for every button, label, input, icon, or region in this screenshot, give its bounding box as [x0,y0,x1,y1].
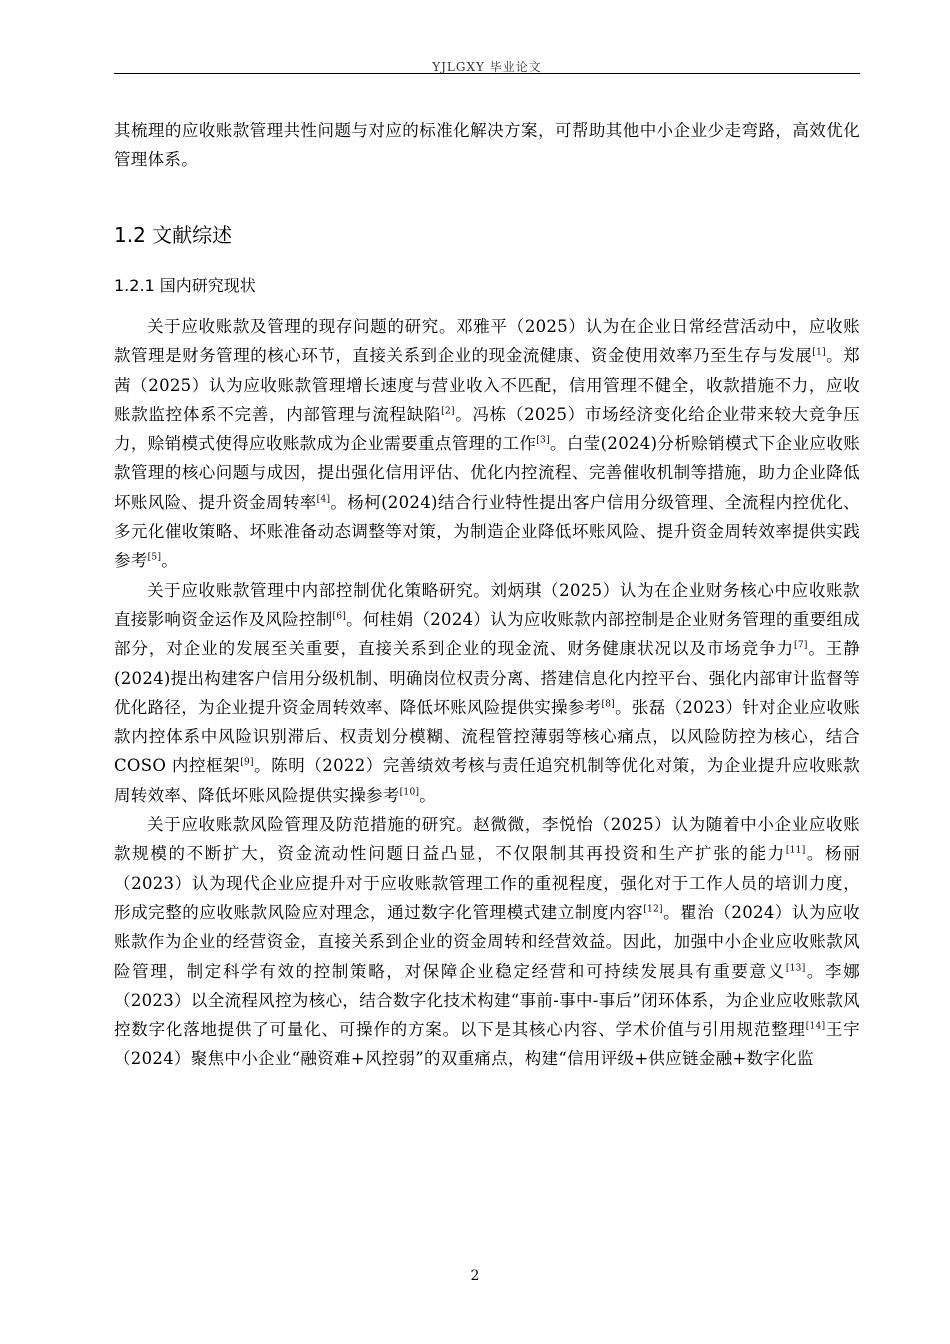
citation-ref: [2] [441,406,455,417]
paragraph-text: 关于应收账款及管理的现存问题的研究。邓雅平（2025）认为在企业日常经营活动中，应收账款管理是财务管理的核心环节，直接关系到企业的现金流健康、资金使用效率乃至生存与发展 [114,317,860,366]
citation-ref: [14] [805,1021,826,1032]
paragraph-text: 。 [419,785,437,805]
paragraph-text: 。瞿治（2024）认为应收账款作为企业的经营资金，直接关系到企业的资金周转和经营效益。因此，加强中小企业应收账款风险管理，制定科学有效的控制策略，对保障企业稳定经营和可持续发展具有重要意义 [114,902,860,981]
paragraph-text: 。郑茜（2025）认为应收账款管理增长速度与营业收入不匹配，信用管理不健全，收款措施不力，应收账款监控体系不完善，内部管理与流程缺陷 [114,346,860,424]
citation-ref: [9] [240,757,254,768]
page-number: 2 [470,1268,480,1284]
paragraph-text: 。陈明（2022）完善绩效考核与责任追究机制等优化对策，为企业提升应收账款周转效率、降低坏账风险提供实操参考 [114,756,860,805]
paragraph-text: 。白莹(2024)分析赊销模式下企业应收账款管理的核心问题与成因，提出强化信用评估、优化内控流程、完善催收机制等措施，助力企业降低坏账风险、提升资金周转率 [114,434,861,512]
paragraph-text: 。冯栋（2025）市场经济变化给企业带来较大竞争压力，赊销模式使得应收账款成为企业需要重点管理的工作 [114,404,861,454]
citation-ref: [12] [643,904,663,915]
paragraph-text: 关于应收账款管理中内部控制优化策略研究。刘炳琪（2025）认为在企业财务核心中应收账款直接影响资金运作及风险控制 [114,580,860,629]
header-rule [114,73,860,74]
paragraph-text: 。杨柯(2024)结合行业特性提出客户信用分级管理、全流程内控优化、多元化催收策略、坏账准备动态调整等对策，为制造企业降低坏账风险、提升资金周转效率提供实践参考 [114,492,860,571]
intro-paragraph: 其梳理的应收账款管理共性问题与对应的标准化解决方案，可帮助其他中小企业少走弯路，高效优化管理体系。 [114,121,860,170]
paragraph-text: 。杨丽（2023）认为现代企业应提升对于应收账款管理工作的重视程度，强化对于工作人员的培训力度，形成完整的应收账款风险应对理念，通过数字化管理模式建立制度内容 [114,844,860,922]
citation-ref: [4] [316,494,331,505]
paragraph-text: 关于应收账款风险管理及防范措施的研究。赵微微，李悦怡（2025）认为随着中小企业应收账款规模的不断扩大，资金流动性问题日益凸显，不仅限制其再投资和生产扩张的能力 [114,815,860,864]
paragraph-text: 。张磊（2023）针对企业应收账款内控体系中风险识别滞后、权责划分模糊、流程管控薄弱等核心痛点，以风险防控为核心，结合 COSO 内控框架 [114,697,860,776]
paragraph-text: 。李娜（2023）以全流程风控为核心，结合数字化技术构建“事前-事中-事后”闭环体系，为企业应收账款风控数字化落地提供了可量化、可操作的方案。以下是其核心内容、学术价值与引用规范整理 [114,961,860,1040]
citation-ref: [7] [794,640,808,651]
literature-review-body [114,312,860,1074]
body-paragraph [114,576,860,810]
section-heading: 1.2 文献综述 [114,223,233,247]
body-paragraph [114,312,860,576]
citation-ref: [3] [536,435,550,446]
paragraph-text: 。王静(2024)提出构建客户信用分级机制、明确岗位权责分离、搭建信息化内控平台、强化内部审计监督等优化路径，为企业提升资金周转效率、降低坏账风险提供实操参考 [114,639,860,717]
citation-ref: [10] [399,787,420,798]
running-header: YJLGXY 毕业论文 [432,60,542,74]
paragraph-text: 王宇（2024）聚焦中小企业“融资难+风控弱”的双重痛点，构建“信用评级+供应链金融+数字化监 [114,1020,860,1069]
citation-ref: [1] [812,347,826,358]
citation-ref: [11] [785,845,806,856]
citation-ref: [5] [147,552,162,563]
subsection-heading: 1.2.1 国内研究现状 [114,276,256,295]
body-paragraph [114,810,860,1074]
citation-ref: [8] [601,699,616,710]
paragraph-text: 。 [161,551,179,571]
citation-ref: [6] [332,611,347,622]
paragraph-text: 。何桂娟（2024）认为应收账款内部控制是企业财务管理的重要组成部分，对企业的发展至关重要，直接关系到企业的现金流、财务健康状况以及市场竞争力 [114,609,861,659]
citation-ref: [13] [785,963,806,974]
